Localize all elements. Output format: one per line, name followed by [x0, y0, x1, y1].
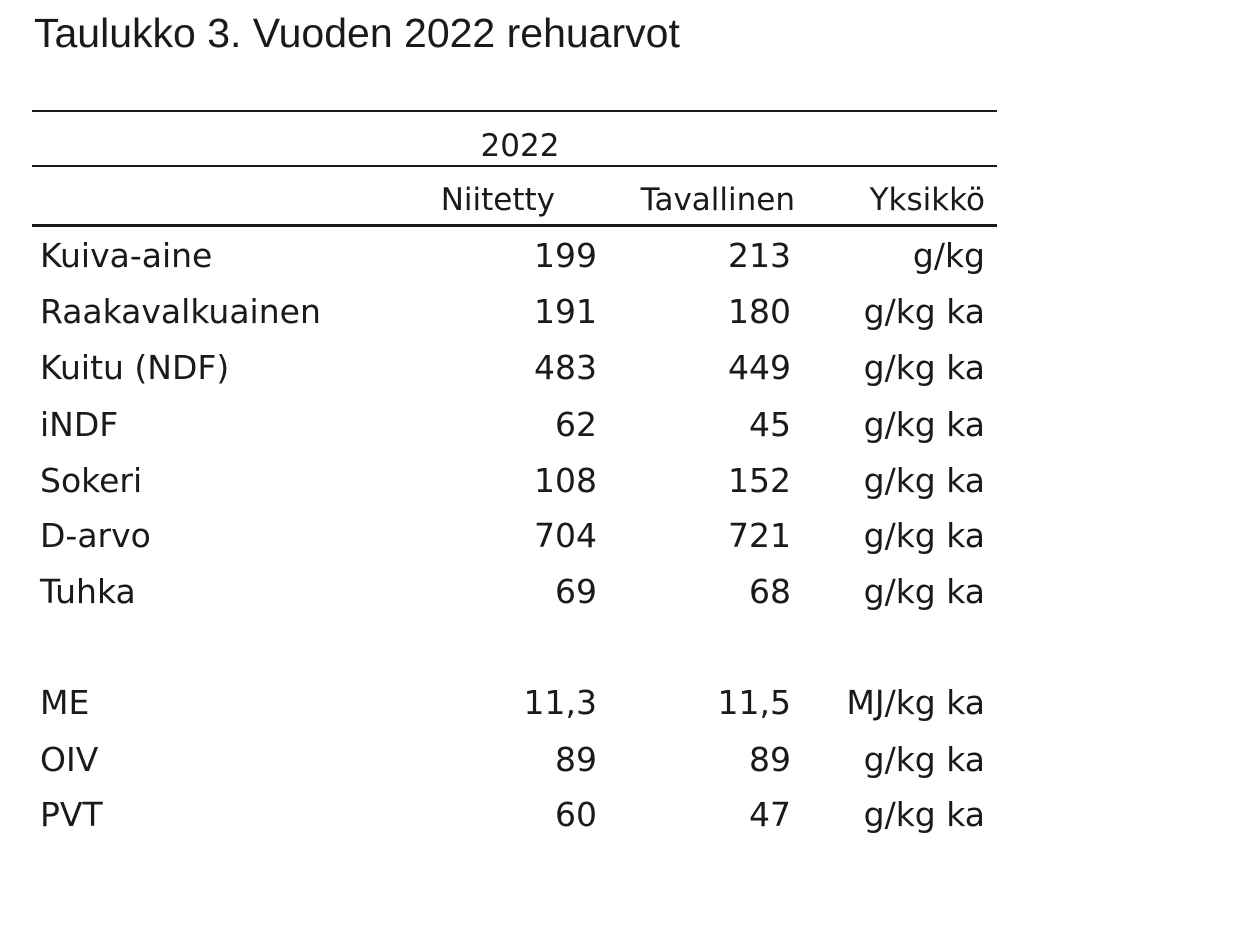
column-header-yksikko: Yksikkö [869, 182, 985, 218]
year-header: 2022 [480, 128, 560, 164]
niitetty-value: 199 [534, 236, 597, 275]
table-row [0, 514, 1240, 558]
tavallinen-value: 213 [728, 236, 791, 275]
niitetty-value: 704 [534, 516, 597, 555]
tavallinen-value: 68 [749, 572, 791, 611]
table-row [0, 346, 1240, 390]
unit-value: g/kg ka [863, 348, 985, 387]
table-top-rule [32, 110, 997, 112]
unit-value: g/kg ka [863, 740, 985, 779]
niitetty-value: 108 [534, 461, 597, 500]
tavallinen-value: 45 [749, 405, 791, 444]
row-label: ME [40, 683, 90, 722]
row-label: iNDF [40, 405, 119, 444]
unit-value: MJ/kg ka [846, 683, 985, 722]
unit-value: g/kg ka [863, 292, 985, 331]
tavallinen-value: 152 [728, 461, 791, 500]
row-label: Tuhka [40, 572, 136, 611]
tavallinen-value: 721 [728, 516, 791, 555]
unit-value: g/kg ka [863, 572, 985, 611]
unit-value: g/kg ka [863, 461, 985, 500]
row-label: Raakavalkuainen [40, 292, 321, 331]
unit-value: g/kg ka [863, 405, 985, 444]
tavallinen-value: 180 [728, 292, 791, 331]
table-row [0, 234, 1240, 278]
tavallinen-value: 449 [728, 348, 791, 387]
unit-value: g/kg [912, 236, 985, 275]
niitetty-value: 89 [555, 740, 597, 779]
unit-value: g/kg ka [863, 516, 985, 555]
table-row [0, 459, 1240, 503]
row-label: Kuiva-aine [40, 236, 213, 275]
row-label: OIV [40, 740, 99, 779]
page-title: Taulukko 3. Vuoden 2022 rehuarvot [34, 10, 680, 56]
table-row [0, 290, 1240, 334]
table-row [0, 738, 1240, 782]
column-header-rule [32, 224, 997, 227]
niitetty-value: 62 [555, 405, 597, 444]
unit-value: g/kg ka [863, 795, 985, 834]
niitetty-value: 191 [534, 292, 597, 331]
niitetty-value: 69 [555, 572, 597, 611]
table-row [0, 403, 1240, 447]
tavallinen-value: 89 [749, 740, 791, 779]
niitetty-value: 60 [555, 795, 597, 834]
row-label: Kuitu (NDF) [40, 348, 230, 387]
table-row [0, 793, 1240, 837]
tavallinen-value: 47 [749, 795, 791, 834]
year-header-rule [32, 165, 997, 167]
niitetty-value: 483 [534, 348, 597, 387]
column-header-tavallinen: Tavallinen [640, 182, 795, 218]
table-row [0, 681, 1240, 725]
table-row [0, 570, 1240, 614]
row-label: Sokeri [40, 461, 143, 500]
tavallinen-value: 11,5 [717, 683, 791, 722]
column-header-niitetty: Niitetty [440, 182, 555, 218]
row-label: PVT [40, 795, 103, 834]
niitetty-value: 11,3 [523, 683, 597, 722]
row-label: D-arvo [40, 516, 151, 555]
